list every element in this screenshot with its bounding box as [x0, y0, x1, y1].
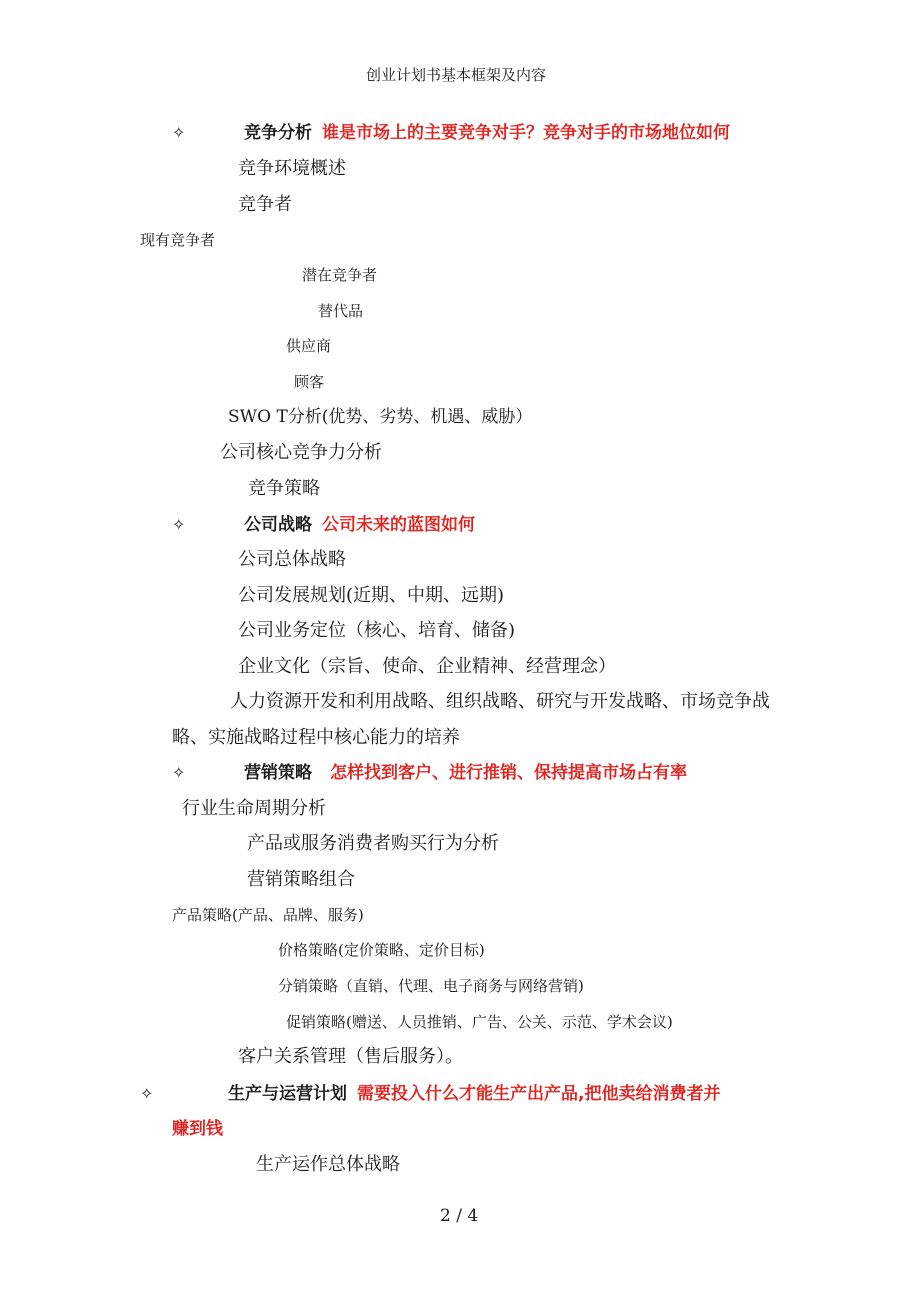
- section-question: 谁是市场上的主要竞争对手？竞争对手的市场地位如何: [322, 123, 730, 143]
- list-item: 企业文化（宗旨、使命、企业精神、经营理念）: [238, 656, 616, 677]
- section-title: 生产与运营计划: [228, 1084, 347, 1104]
- page-number: 2 / 4: [440, 1206, 479, 1226]
- section-title: 竞争分析: [244, 123, 312, 143]
- list-item: 行业生命周期分析: [182, 798, 326, 819]
- list-item: 公司总体战略: [238, 549, 346, 570]
- list-item: 价格策略(定价策略、定价目标): [278, 941, 485, 959]
- list-item: 竞争环境概述: [238, 158, 346, 179]
- list-item: 顾客: [294, 373, 325, 391]
- list-item: SWO T分析(优势、劣势、机遇、威胁）: [228, 407, 533, 427]
- section-title: 营销策略: [244, 763, 312, 783]
- section-heading-competition: [244, 125, 730, 142]
- list-item: 现有竞争者: [140, 231, 216, 249]
- section-title: 公司战略: [244, 515, 312, 535]
- list-item: 略、实施战略过程中核心能力的培养: [172, 727, 460, 748]
- section-heading-marketing: [244, 765, 687, 782]
- list-item: 公司发展规划(近期、中期、远期): [238, 585, 505, 606]
- list-item: 客户关系管理（售后服务）。: [238, 1046, 463, 1067]
- section-question: 需要投入什么才能生产出产品,把他卖给消费者并: [357, 1084, 721, 1104]
- diamond-bullet-icon: ✧: [172, 763, 186, 782]
- list-item: 竞争者: [238, 194, 292, 215]
- list-item: 产品策略(产品、品牌、服务): [172, 906, 364, 924]
- list-item: 营销策略组合: [247, 869, 355, 890]
- section-question-continued: 赚到钱: [172, 1119, 223, 1139]
- list-item: 竞争策略: [248, 478, 320, 499]
- section-heading-strategy: [244, 517, 475, 534]
- list-item: 供应商: [286, 337, 332, 355]
- list-item: 人力资源开发和利用战略、组织战略、研究与开发战略、市场竞争战: [230, 691, 770, 712]
- diamond-bullet-icon: ✧: [172, 123, 186, 142]
- section-question: 公司未来的蓝图如何: [322, 515, 475, 535]
- diamond-bullet-icon: ✧: [140, 1084, 154, 1103]
- section-question: 怎样找到客户、进行推销、保持提高市场占有率: [330, 763, 687, 783]
- section-heading-production: [228, 1086, 720, 1103]
- list-item: 促销策略(赠送、人员推销、广告、公关、示范、学术会议): [286, 1013, 673, 1031]
- page-header-title: 创业计划书基本框架及内容: [366, 66, 547, 84]
- list-item: 公司核心竞争力分析: [220, 442, 382, 463]
- list-item: 潜在竞争者: [302, 266, 378, 284]
- list-item: 产品或服务消费者购买行为分析: [247, 833, 499, 854]
- list-item: 公司业务定位（核心、培育、储备): [238, 620, 516, 641]
- list-item: 生产运作总体战略: [256, 1154, 400, 1175]
- list-item: 替代品: [318, 302, 364, 320]
- diamond-bullet-icon: ✧: [172, 515, 186, 534]
- list-item: 分销策略（直销、代理、电子商务与网络营销): [278, 977, 584, 995]
